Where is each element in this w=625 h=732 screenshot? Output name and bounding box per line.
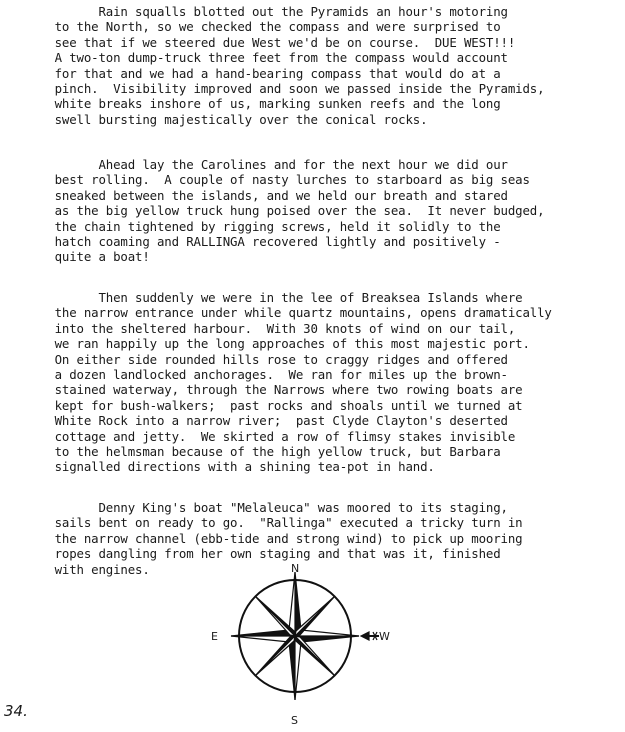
text-line: hatch coaming and RALLINGA recovered lightly and positively - [40, 234, 501, 249]
text-line: Then suddenly we were in the lee of Breaksea Islands where [40, 290, 523, 305]
text-line: to the North, so we checked the compass and were surprised to [40, 19, 501, 35]
text-line: ropes dangling from her own staging and that was it, finished [40, 546, 501, 562]
text-line: as the big yellow truck hung poised over the sea. It never budged, [40, 203, 545, 219]
text-line: Rain squalls blotted out the Pyramids an hour's motoring [40, 4, 508, 19]
text-line: pinch. Visibility improved and soon we passed inside the Pyramids, [40, 81, 545, 96]
text-line: to the helmsman because of the high yellow truck, but Barbara [40, 444, 501, 459]
text-line: stained waterway, through the Narrows where two rowing boats are [40, 382, 523, 398]
text-line: signalled directions with a shining tea-pot in hand. [40, 459, 435, 475]
compass-west-label: W [379, 630, 390, 643]
text-line: the chain tightened by rigging screws, held it solidly to the [40, 218, 501, 234]
text-line: best rolling. A couple of nasty lurches to starboard as big seas [40, 172, 530, 188]
compass-east-label: E [211, 630, 218, 643]
text-line: we ran happily up the long approaches of this most majestic port. [40, 336, 530, 352]
text-line: white breaks inshore of us, marking sunken reefs and the long [40, 96, 501, 112]
text-line: a dozen landlocked anchorages. We ran for miles up the brown- [40, 367, 508, 382]
page-number: 34. [4, 702, 28, 720]
text-line: into the sheltered harbour. With 30 knots of wind on our tail, [40, 320, 516, 336]
text-line: for that and we had a hand-bearing compass that would do at a [40, 65, 501, 81]
text-line: kept for bush-walkers; past rocks and shoals until we turned at [40, 397, 523, 413]
compass-north-label: N [291, 562, 300, 575]
text-line: sails bent on ready to go. "Rallinga" executed a tricky turn in [40, 515, 523, 531]
text-line: swell bursting majestically over the conical rocks. [40, 111, 428, 127]
text-line: the narrow channel (ebb-tide and strong wind) to pick up mooring [40, 530, 523, 546]
text-line: quite a boat! [40, 249, 150, 265]
text-line: A two-ton dump-truck three feet from the compass would account [40, 50, 508, 66]
text-line: with engines. [40, 561, 150, 577]
compass-rose-drawing [200, 562, 390, 728]
text-line: On either side rounded hills rose to craggy ridges and offered [40, 351, 508, 367]
text-line: Denny King's boat "Melaleuca" was moored to its staging, [40, 500, 508, 515]
compass-rose-icon [200, 566, 390, 728]
text-line: sneaked between the islands, and we held our breath and stared [40, 187, 508, 203]
compass-south-label: S [291, 714, 298, 727]
text-line: the narrow entrance under while quartz mountains, opens dramatically [40, 305, 552, 321]
text-line: see that if we steered due West we'd be on course. DUE WEST!!! [40, 34, 516, 50]
text-line: White Rock into a narrow river; past Clyde Clayton's deserted [40, 413, 508, 429]
text-line: Ahead lay the Carolines and for the next hour we did our [40, 157, 508, 172]
text-line: cottage and jetty. We skirted a row of flimsy stakes invisible [40, 428, 516, 444]
